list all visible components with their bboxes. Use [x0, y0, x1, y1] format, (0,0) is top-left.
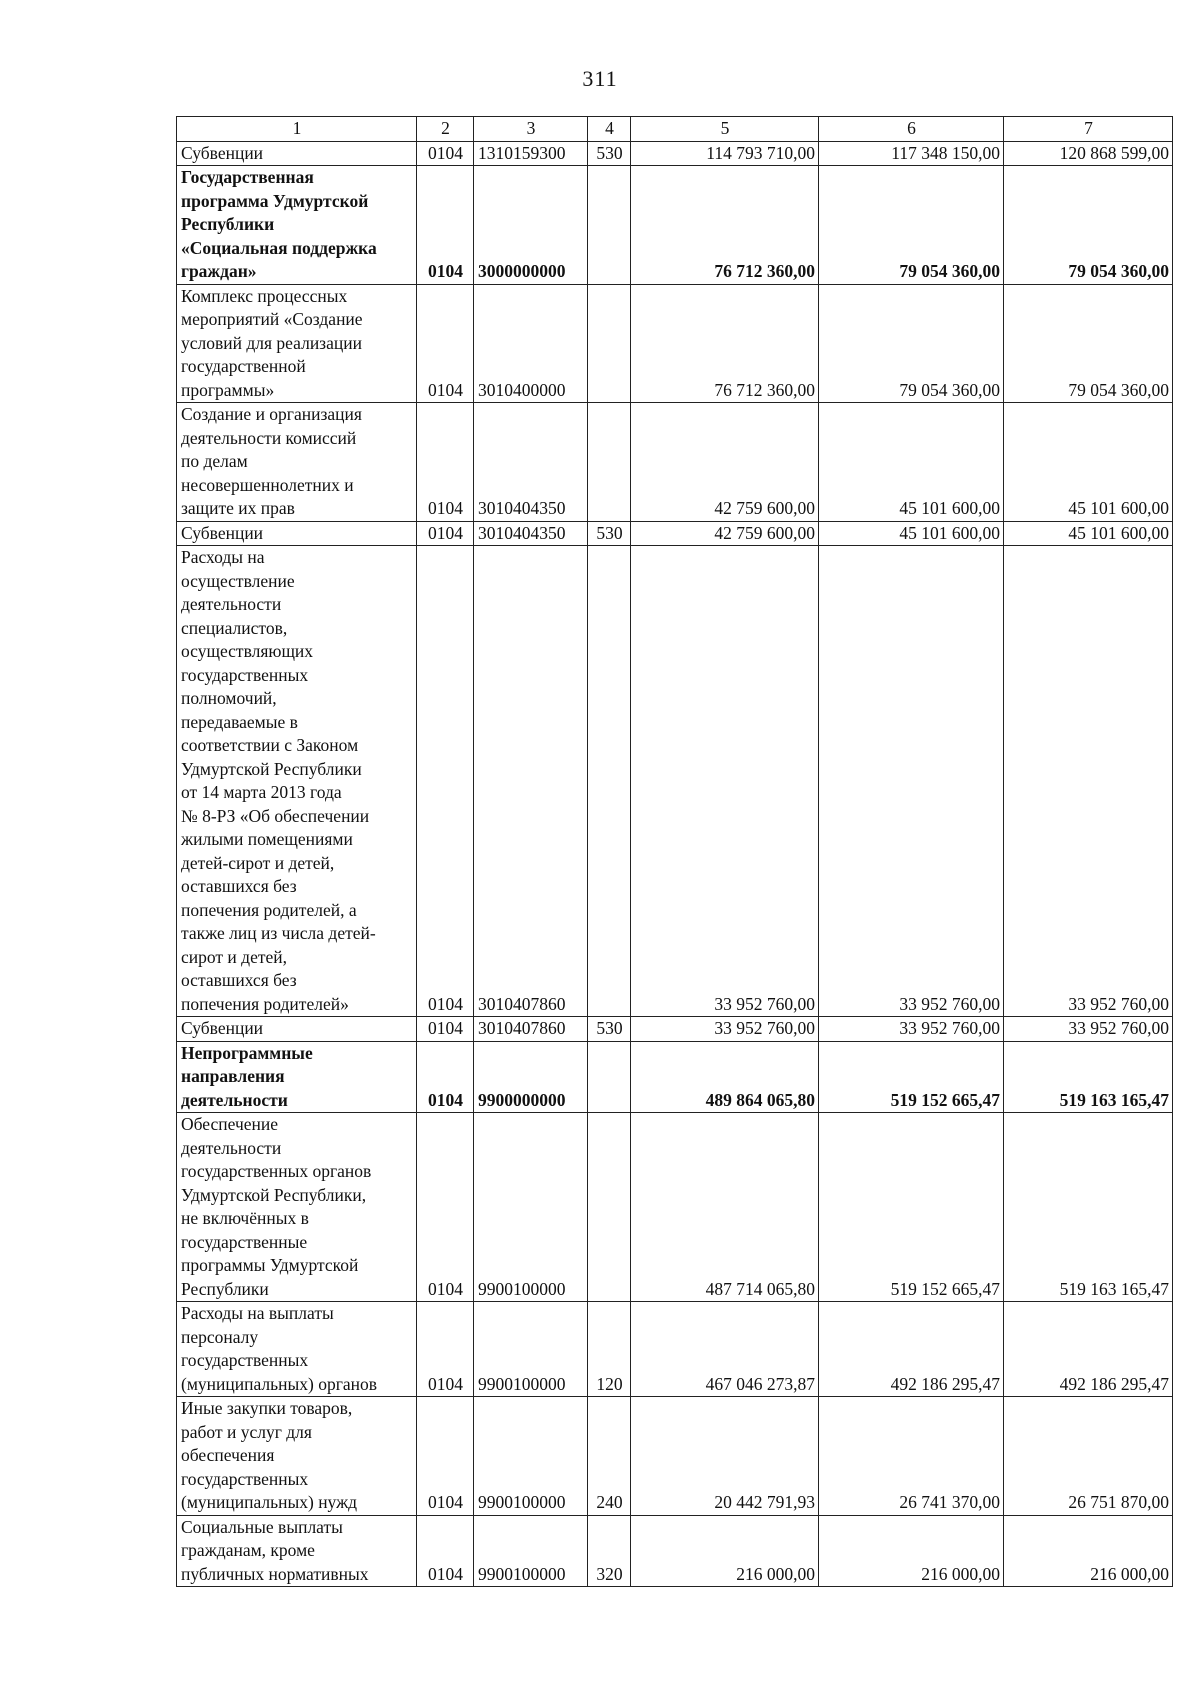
row-name-cell [177, 1017, 417, 1042]
row-name: Социальные выплаты гражданам, кроме публичных нормативных [181, 1516, 369, 1584]
section-code: 0104 [417, 1041, 474, 1113]
table-row [177, 403, 1173, 522]
amount-col-6: 117 348 150,00 [819, 141, 1004, 166]
target-article-code: 9900100000 [474, 1302, 588, 1397]
expense-type-code [588, 1113, 631, 1302]
amount-col-5: 33 952 760,00 [631, 1017, 819, 1042]
table-body [177, 141, 1173, 1587]
amount-col-7: 216 000,00 [1004, 1515, 1173, 1587]
amount-col-6: 45 101 600,00 [819, 403, 1004, 522]
section-code: 0104 [417, 521, 474, 546]
target-article-code: 3010407860 [474, 1017, 588, 1042]
amount-col-7: 33 952 760,00 [1004, 546, 1173, 1017]
column-header: 5 [631, 117, 819, 142]
row-name-cell [177, 1113, 417, 1302]
table-row [177, 141, 1173, 166]
amount-col-7: 45 101 600,00 [1004, 521, 1173, 546]
amount-col-7: 519 163 165,47 [1004, 1113, 1173, 1302]
amount-col-5: 76 712 360,00 [631, 284, 819, 403]
amount-col-7: 26 751 870,00 [1004, 1397, 1173, 1516]
amount-col-5: 20 442 791,93 [631, 1397, 819, 1516]
row-name: Расходы на осуществление деятельности специалистов, осуществляющих государственных полномочий, передаваемые в соответствии с Законом Удмуртской Республики от 14 марта 2013 года № 8-РЗ «Об обеспечении жилыми помещениями детей-сирот и детей, оставшихся без попечения родителей, а также лиц из числа детей- сирот и детей, оставшихся без попечения родителей» [181, 547, 376, 1014]
section-code: 0104 [417, 1515, 474, 1587]
expense-type-code: 530 [588, 141, 631, 166]
section-code: 0104 [417, 546, 474, 1017]
amount-col-5: 42 759 600,00 [631, 521, 819, 546]
expense-type-code [588, 546, 631, 1017]
expense-type-code: 120 [588, 1302, 631, 1397]
row-name: Субвенции [181, 142, 264, 163]
row-name: Создание и организация деятельности комиссий по делам несовершеннолетних и защите их прав [181, 404, 362, 518]
amount-col-6: 33 952 760,00 [819, 546, 1004, 1017]
column-header: 1 [177, 117, 417, 142]
target-article-code: 3010400000 [474, 284, 588, 403]
row-name-cell [177, 1397, 417, 1516]
table-row [177, 1113, 1173, 1302]
expense-type-code: 240 [588, 1397, 631, 1516]
row-name-cell [177, 284, 417, 403]
row-name: Субвенции [181, 522, 264, 543]
row-name-cell [177, 521, 417, 546]
amount-col-6: 79 054 360,00 [819, 284, 1004, 403]
amount-col-7: 33 952 760,00 [1004, 1017, 1173, 1042]
row-name-cell [177, 403, 417, 522]
row-name: Комплекс процессных мероприятий «Создание условий для реализации государственной программы» [181, 285, 363, 400]
row-name-cell [177, 166, 417, 285]
amount-col-5: 216 000,00 [631, 1515, 819, 1587]
row-name: Иные закупки товаров, работ и услуг для обеспечения государственных (муниципальных) нужд [181, 1398, 358, 1512]
table-row [177, 1017, 1173, 1042]
target-article-code: 9900000000 [474, 1041, 588, 1113]
amount-col-5: 76 712 360,00 [631, 166, 819, 285]
target-article-code: 9900100000 [474, 1113, 588, 1302]
expense-type-code: 320 [588, 1515, 631, 1587]
amount-col-6: 45 101 600,00 [819, 521, 1004, 546]
expense-type-code: 530 [588, 1017, 631, 1042]
amount-col-6: 79 054 360,00 [819, 166, 1004, 285]
amount-col-7: 79 054 360,00 [1004, 284, 1173, 403]
table-row [177, 1302, 1173, 1397]
amount-col-6: 26 741 370,00 [819, 1397, 1004, 1516]
section-code: 0104 [417, 284, 474, 403]
column-header: 7 [1004, 117, 1173, 142]
target-article-code: 3010404350 [474, 521, 588, 546]
section-code: 0104 [417, 403, 474, 522]
page-number: 311 [582, 66, 618, 91]
row-name-cell [177, 546, 417, 1017]
column-header: 2 [417, 117, 474, 142]
amount-col-6: 33 952 760,00 [819, 1017, 1004, 1042]
table-row [177, 1515, 1173, 1587]
table-row [177, 1397, 1173, 1516]
expense-type-code [588, 403, 631, 522]
target-article-code: 3000000000 [474, 166, 588, 285]
section-code: 0104 [417, 1397, 474, 1516]
row-name-cell [177, 1515, 417, 1587]
amount-col-6: 492 186 295,47 [819, 1302, 1004, 1397]
amount-col-7: 79 054 360,00 [1004, 166, 1173, 285]
section-code: 0104 [417, 1113, 474, 1302]
table-row [177, 284, 1173, 403]
amount-col-5: 489 864 065,80 [631, 1041, 819, 1113]
target-article-code: 3010404350 [474, 403, 588, 522]
amount-col-7: 519 163 165,47 [1004, 1041, 1173, 1113]
budget-table [176, 116, 1173, 1587]
table-row [177, 1041, 1173, 1113]
amount-col-5: 33 952 760,00 [631, 546, 819, 1017]
column-header: 4 [588, 117, 631, 142]
amount-col-5: 467 046 273,87 [631, 1302, 819, 1397]
expense-type-code [588, 166, 631, 285]
amount-col-7: 120 868 599,00 [1004, 141, 1173, 166]
amount-col-5: 114 793 710,00 [631, 141, 819, 166]
expense-type-code: 530 [588, 521, 631, 546]
amount-col-5: 42 759 600,00 [631, 403, 819, 522]
row-name-cell [177, 1041, 417, 1113]
target-article-code: 3010407860 [474, 546, 588, 1017]
amount-col-6: 519 152 665,47 [819, 1113, 1004, 1302]
table-row [177, 546, 1173, 1017]
section-code: 0104 [417, 1017, 474, 1042]
target-article-code: 9900100000 [474, 1515, 588, 1587]
column-header: 6 [819, 117, 1004, 142]
row-name-cell [177, 141, 417, 166]
amount-col-5: 487 714 065,80 [631, 1113, 819, 1302]
row-name-cell [177, 1302, 417, 1397]
table-row [177, 166, 1173, 285]
row-name: Субвенции [181, 1018, 264, 1038]
amount-col-6: 216 000,00 [819, 1515, 1004, 1587]
amount-col-7: 492 186 295,47 [1004, 1302, 1173, 1397]
section-code: 0104 [417, 141, 474, 166]
row-name: Расходы на выплаты персоналу государственных (муниципальных) органов [181, 1303, 378, 1394]
target-article-code: 9900100000 [474, 1397, 588, 1516]
row-name: Государственная программа Удмуртской Республики «Социальная поддержка граждан» [181, 167, 377, 281]
expense-type-code [588, 1041, 631, 1113]
column-header: 3 [474, 117, 588, 142]
table-row [177, 521, 1173, 546]
target-article-code: 1310159300 [474, 141, 588, 166]
amount-col-7: 45 101 600,00 [1004, 403, 1173, 522]
section-code: 0104 [417, 1302, 474, 1397]
row-name: Непрограммные направления деятельности [181, 1042, 313, 1110]
section-code: 0104 [417, 166, 474, 285]
amount-col-6: 519 152 665,47 [819, 1041, 1004, 1113]
column-number-row [177, 117, 1173, 142]
expense-type-code [588, 284, 631, 403]
row-name: Обеспечение деятельности государственных органов Удмуртской Республики, не включённых в государственные программы Удмуртской Республики [181, 1114, 372, 1299]
